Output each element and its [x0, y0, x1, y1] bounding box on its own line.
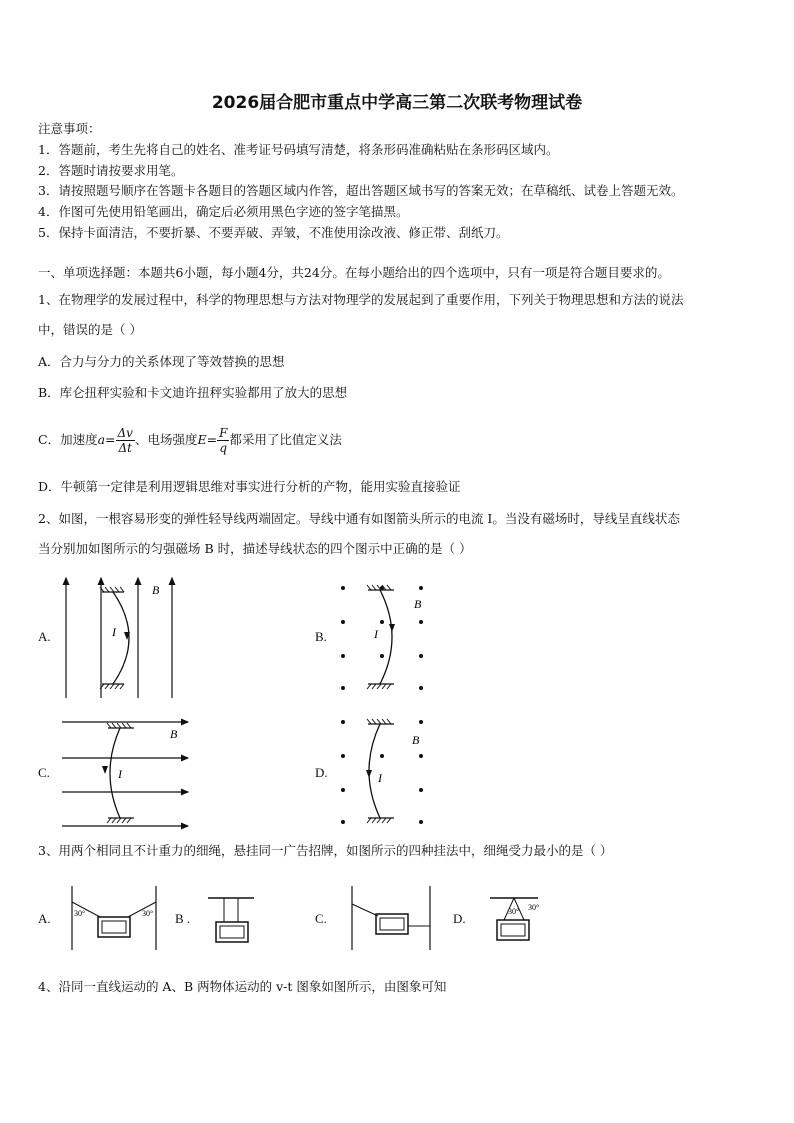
field-b-label: B	[414, 597, 422, 611]
q1-option-b: B．库仑扭秤实验和卡文迪许扭秤实验都用了放大的思想	[38, 385, 348, 400]
notice-item: 2．答题时请按要求用笔。	[38, 163, 184, 178]
field-b-label: B	[152, 583, 160, 597]
notice-item: 4．作图可先使用铅笔画出，确定后必须用黑色字迹的签字笔描黑。	[38, 204, 409, 219]
q3-figure-a	[70, 886, 160, 952]
q3-option-d-label: D.	[453, 911, 466, 926]
angle-label: 30°	[142, 909, 154, 918]
q3-option-c-label: C.	[315, 911, 327, 926]
q3-figure-d	[490, 896, 550, 946]
signboard	[376, 914, 408, 934]
q2-option-c-label: C.	[38, 765, 50, 780]
q3-stem: 3、用两个相同且不计重力的细绳，悬挂同一广告招牌，如图所示的四种挂法中，细绳受力最小的是（ ）	[38, 843, 613, 858]
q2-figure-b	[338, 582, 428, 694]
fraction-dv-dt	[116, 426, 135, 455]
q1-stem-cont: 中，错误的是（ ）	[38, 322, 142, 337]
q2-figure-d	[338, 716, 428, 828]
q3-option-a-label: A.	[38, 911, 51, 926]
current-i-label: I	[374, 627, 378, 641]
angle-label: 30°	[74, 909, 86, 918]
wire	[380, 590, 392, 684]
signboard	[216, 922, 248, 942]
q2-stem: 2、如图，一根容易形变的弹性轻导线两端固定。导线中通有如图箭头所示的电流 I。当没有磁场时，导线呈直线状态	[38, 511, 680, 526]
section-heading: 一、单项选择题：本题共6小题，每小题4分，共24分。在每小题给出的四个选项中，只有一项是符合题目要求的。	[38, 265, 670, 280]
option-c-mid: 、电场强度	[134, 432, 198, 447]
q2-option-b-label: B.	[315, 629, 327, 644]
fraction-f-q	[217, 426, 229, 455]
equals: =	[206, 432, 218, 447]
page-title: 2026届合肥市重点中学高三第二次联考物理试卷	[211, 93, 583, 113]
notice-item: 5．保持卡面清洁，不要折暴、不要弄破、弄皱，不准使用涂改液、修正带、刮纸刀。	[38, 225, 509, 240]
signboard	[497, 920, 529, 940]
var-e: E	[197, 432, 207, 447]
angle-label: 30°	[528, 903, 540, 912]
q3-option-b-label: B .	[175, 911, 191, 926]
field-dots	[341, 586, 423, 690]
fraction-num: F	[219, 426, 228, 440]
field-dots	[341, 720, 423, 824]
current-i-label: I	[112, 625, 116, 639]
q3-figure-c	[350, 886, 434, 952]
q1-option-d: D．牛顿第一定律是利用逻辑思维对事实进行分析的产物，能用实验直接验证	[38, 479, 461, 494]
notice-item: 1．答题前，考生先将自己的姓名、准考证号码填写清楚，将条形码准确粘贴在条形码区域内。	[38, 142, 559, 157]
q2-stem-cont: 当分别加如图所示的匀强磁场 B 时，描述导线状态的四个图示中正确的是（ ）	[38, 541, 472, 556]
fraction-num: Δv	[117, 426, 133, 440]
fraction-den: Δt	[118, 441, 132, 455]
q2-option-d-label: D.	[315, 765, 328, 780]
q2-option-a-label: A.	[38, 629, 51, 644]
q1-option-c	[38, 420, 342, 460]
var-a: a	[97, 432, 106, 447]
equals: =	[105, 432, 116, 447]
signboard	[98, 917, 130, 937]
q2-figure-a	[60, 578, 180, 703]
option-c-post: 都采用了比值定义法	[229, 432, 342, 447]
field-b-label: B	[412, 733, 420, 747]
q2-figure-c	[60, 714, 190, 830]
angle-label: 30°	[508, 907, 520, 916]
q4-stem: 4、沿同一直线运动的 A、B 两物体运动的 v-t 图象如图所示，由图象可知	[38, 979, 447, 994]
current-i-label: I	[378, 771, 382, 785]
q1-stem: 1、在物理学的发展过程中，科学的物理思想与方法对物理学的发展起到了重要作用，下列关于物理思想和方法的说法	[38, 292, 684, 307]
notice-item: 3．请按照题号顺序在答题卡各题目的答题区域内作答，超出答题区域书写的答案无效；在草稿纸、试卷上答题无效。	[38, 183, 684, 198]
fraction-den: q	[219, 441, 228, 455]
notice-heading: 注意事项：	[38, 121, 101, 136]
q3-figure-b	[208, 896, 258, 948]
current-i-label: I	[118, 767, 122, 781]
option-c-prefix: C．加速度	[38, 432, 98, 447]
rope	[352, 904, 378, 916]
field-b-label: B	[170, 727, 178, 741]
q1-option-a: A．合力与分力的关系体现了等效替换的思想	[38, 354, 285, 369]
